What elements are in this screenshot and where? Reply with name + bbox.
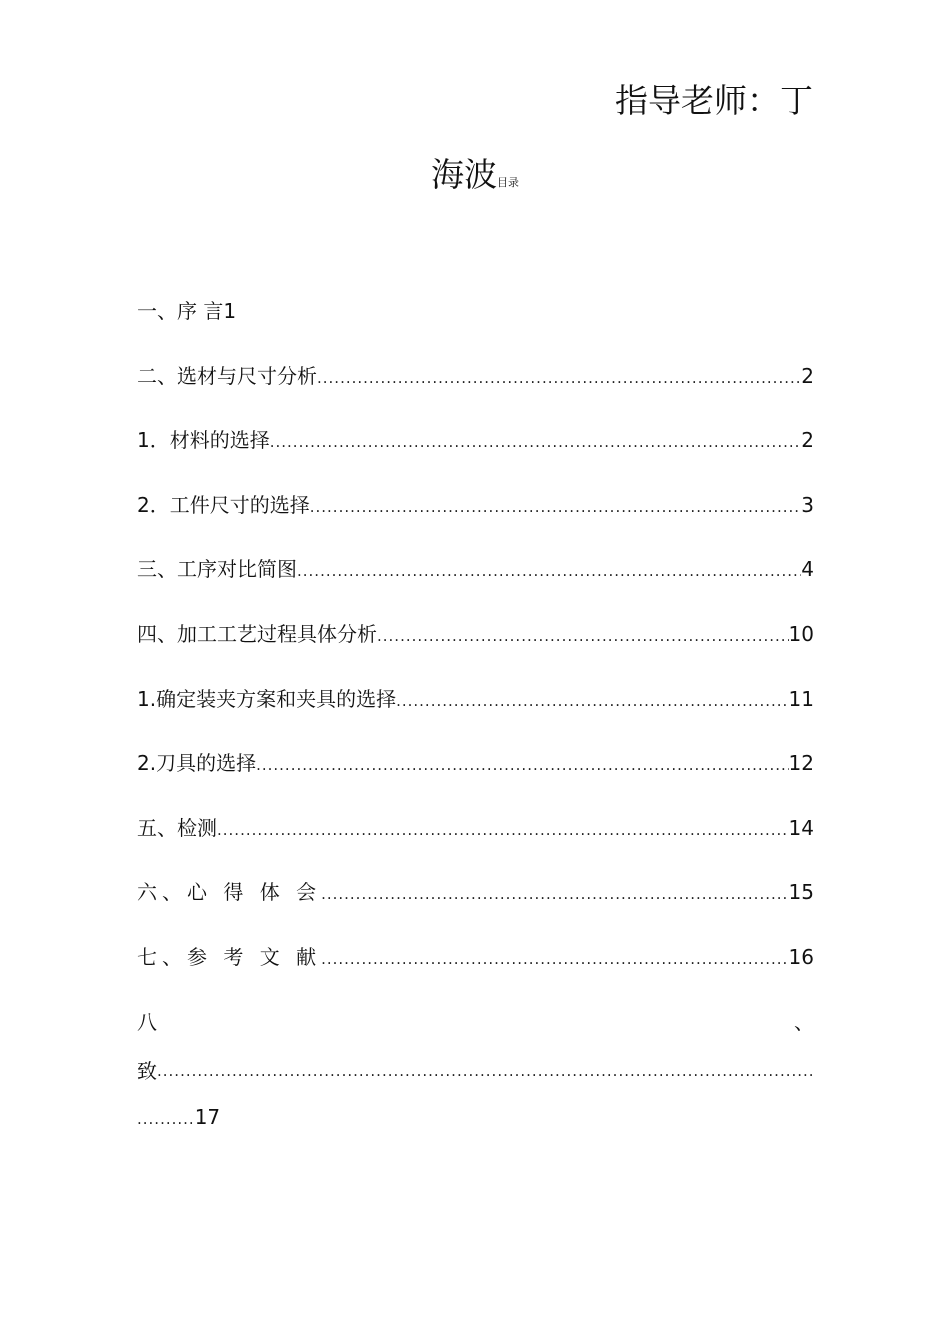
- title-main: 海波: [431, 155, 497, 194]
- toc-entry-char: 致: [137, 1059, 157, 1083]
- toc-entry-label: 1.确定装夹方案和夹具的选择: [137, 686, 397, 711]
- toc-entry-label: 1．材料的选择: [137, 428, 270, 453]
- toc-entry-label: 三、工序对比简图: [137, 557, 297, 582]
- toc-leader-dots: [321, 940, 788, 978]
- toc-page-number: 2: [801, 428, 814, 453]
- toc-entry[interactable]: [137, 680, 814, 745]
- toc-page-number: 10: [788, 621, 814, 646]
- toc-entry-label: 五、检测: [137, 815, 217, 840]
- toc-entry[interactable]: [137, 873, 814, 938]
- toc-entry-preface[interactable]: [137, 292, 814, 357]
- toc-entry[interactable]: [137, 357, 814, 422]
- toc-entry-label: 二、选材与尺寸分析: [137, 363, 317, 388]
- toc-page-number: 15: [788, 880, 814, 905]
- toc-entry-line-3: [137, 1100, 814, 1140]
- toc-entry[interactable]: [137, 550, 814, 615]
- toc-entry-label: 一、序 言1: [137, 299, 237, 323]
- toc-page-number: 14: [788, 815, 814, 840]
- toc-entry-char: 八: [137, 1010, 157, 1034]
- toc-leader-dots: ..........: [137, 1110, 195, 1128]
- toc-leader-dots: [321, 875, 788, 913]
- toc-leader-dots: [157, 1042, 814, 1100]
- table-of-contents: [137, 292, 814, 1003]
- toc-leader-dots: [317, 359, 801, 397]
- toc-page-number: 12: [788, 751, 814, 776]
- toc-leader-dots: [297, 552, 801, 590]
- toc-leader-dots: [256, 746, 788, 784]
- toc-page-number: 17: [194, 1105, 221, 1129]
- toc-entry-char: 、: [794, 1010, 814, 1034]
- toc-entry[interactable]: [137, 938, 814, 1003]
- toc-entry-label: 2．工件尺寸的选择: [137, 492, 310, 517]
- toc-entry-label: 2.刀具的选择: [137, 751, 257, 776]
- toc-page-number: 3: [801, 492, 814, 517]
- toc-entry[interactable]: [137, 615, 814, 680]
- toc-entry-line-2: [137, 1042, 814, 1100]
- toc-entry[interactable]: [137, 809, 814, 874]
- toc-entry[interactable]: [137, 421, 814, 486]
- toc-entry[interactable]: [137, 486, 814, 551]
- toc-leader-dots: [310, 488, 802, 526]
- toc-page-number: 4: [801, 557, 814, 582]
- toc-entry-label: 六、心 得 体 会: [137, 880, 322, 905]
- toc-heading: 目录: [497, 176, 519, 189]
- toc-entry-label: 七、参 考 文 献: [137, 944, 322, 969]
- toc-leader-dots: [396, 682, 788, 720]
- toc-entry-line-1: [137, 1002, 814, 1042]
- toc-entry-acknowledgements[interactable]: [137, 1002, 814, 1140]
- advisor-line: 指导老师：丁: [615, 81, 813, 120]
- toc-leader-dots: [217, 811, 789, 849]
- toc-page-number: 16: [788, 944, 814, 969]
- toc-page-number: 2: [801, 363, 814, 388]
- toc-leader-dots: [270, 423, 802, 461]
- toc-entry-label: 四、加工工艺过程具体分析: [137, 621, 377, 646]
- toc-leader-dots: [377, 617, 789, 655]
- toc-page-number: 11: [788, 686, 814, 711]
- toc-title-line: [0, 152, 950, 198]
- toc-entry[interactable]: [137, 744, 814, 809]
